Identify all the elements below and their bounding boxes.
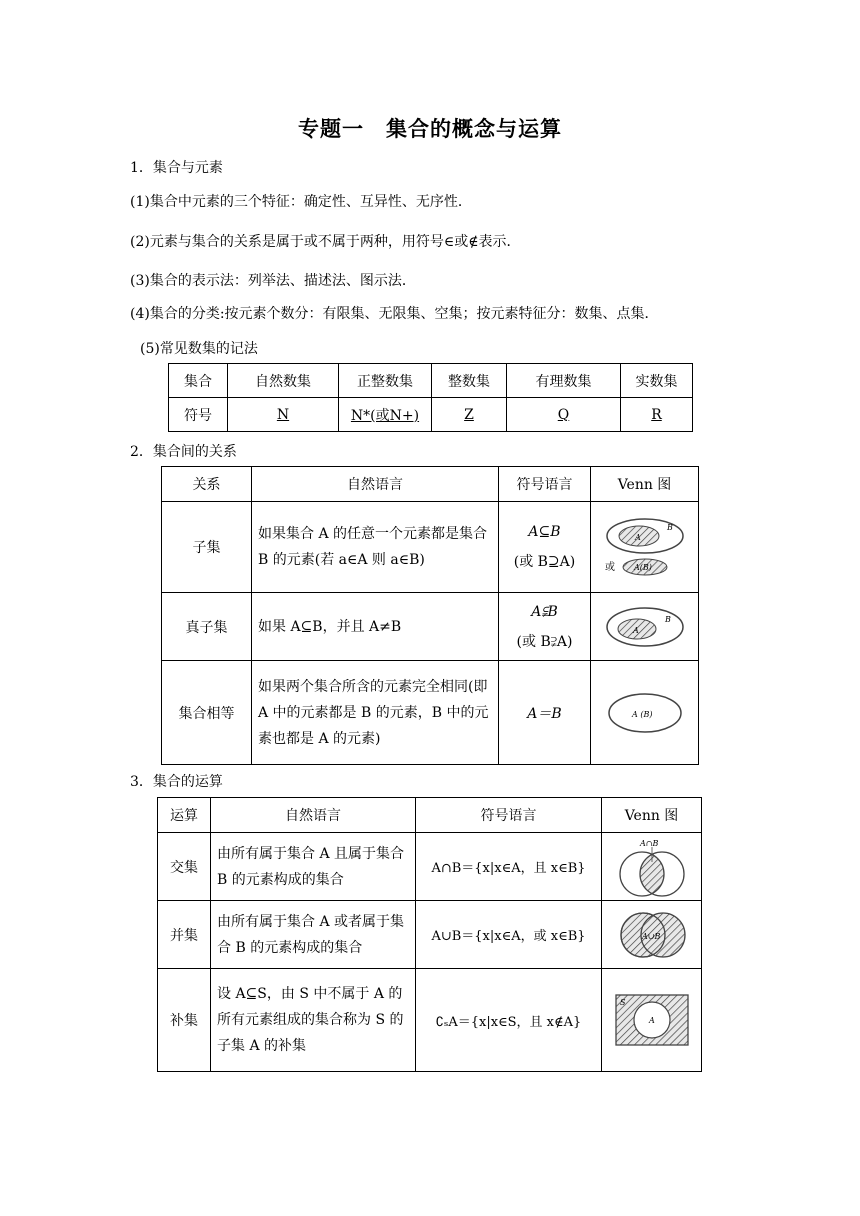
op-th-venn: Venn 图 — [602, 798, 702, 833]
venn-label-ab: A (B) — [631, 709, 652, 719]
rel-symbol-main: A⫋B — [531, 603, 558, 620]
rel-symbol — [499, 593, 591, 661]
op-name: 补集 — [158, 969, 211, 1072]
rel-symbol-main: A⊆B — [528, 524, 561, 540]
venn-label-or: 或 — [604, 562, 615, 573]
rel-name: 子集 — [162, 502, 252, 593]
item-4: (4)集合的分类:按元素个数分：有限集、无限集、空集；按元素特征分：数集、点集． — [130, 306, 659, 322]
venn-proper-subset — [603, 605, 687, 649]
venn-intersection — [610, 836, 694, 898]
rel-name: 集合相等 — [162, 661, 252, 765]
rel-symbol — [499, 661, 591, 765]
op-venn — [602, 901, 702, 969]
op-symbol: A∩B＝{x|x∈A，且 x∈B} — [416, 833, 602, 901]
th-rational: 有理数集 — [507, 364, 621, 398]
op-venn — [602, 833, 702, 901]
rel-th-venn: Venn 图 — [591, 467, 699, 502]
venn-label-b: B — [664, 614, 671, 624]
venn-complement — [610, 991, 694, 1049]
th-set: 集合 — [169, 364, 228, 398]
item-5: (5)常见数集的记法 — [140, 341, 258, 357]
td-symbol: 符号 — [169, 398, 228, 432]
relations-table — [161, 466, 699, 765]
venn-union — [610, 909, 694, 961]
op-th-operation: 运算 — [158, 798, 211, 833]
op-natural: 设 A⊆S，由 S 中不属于 A 的所有元素组成的集合称为 S 的子集 A 的补集 — [211, 969, 416, 1072]
venn-label-cap: A∩B — [639, 838, 658, 848]
operations-table — [157, 797, 702, 1072]
venn-label-a: A — [632, 625, 639, 635]
op-venn — [602, 969, 702, 1072]
op-name: 交集 — [158, 833, 211, 901]
rel-row-subset — [162, 502, 699, 593]
rel-venn — [591, 593, 699, 661]
rel-natural: 如果两个集合所含的元素完全相同(即 A 中的元素都是 B 的元素，B 中的元素也都是 A 的元素) — [252, 661, 499, 765]
td-nstar: N*(或N+) — [339, 398, 432, 432]
rel-row-proper-subset — [162, 593, 699, 661]
op-natural: 由所有属于集合 A 且属于集合 B 的元素构成的集合 — [211, 833, 416, 901]
op-symbol: A∪B＝{x|x∈A，或 x∈B} — [416, 901, 602, 969]
rel-th-natural: 自然语言 — [252, 467, 499, 502]
op-row-intersection — [158, 833, 702, 901]
th-natural: 自然数集 — [228, 364, 339, 398]
rel-symbol-alt: (或 B⫌A) — [516, 633, 573, 650]
op-natural: 由所有属于集合 A 或者属于集合 B 的元素构成的集合 — [211, 901, 416, 969]
rel-row-equal — [162, 661, 699, 765]
op-th-natural: 自然语言 — [211, 798, 416, 833]
op-symbol: ∁ₛA＝{x|x∈S，且 x∉A} — [416, 969, 602, 1072]
rel-natural: 如果集合 A 的任意一个元素都是集合 B 的元素(若 a∈A 则 a∈B) — [252, 502, 499, 593]
td-q: Q — [507, 398, 621, 432]
rel-venn — [591, 661, 699, 765]
venn-label-b: B — [666, 523, 673, 532]
th-int: 整数集 — [432, 364, 507, 398]
venn-equal — [603, 690, 687, 736]
venn-label-a: A — [634, 533, 641, 542]
rel-natural: 如果 A⊆B，并且 A≠B — [252, 593, 499, 661]
item-1: (1)集合中元素的三个特征：确定性、互异性、无序性． — [130, 194, 472, 210]
venn-label-a: A — [648, 1016, 655, 1025]
th-real: 实数集 — [621, 364, 693, 398]
rel-symbol-main: A＝B — [527, 705, 562, 722]
number-sets-table — [168, 363, 693, 432]
section1-heading: 1．集合与元素 — [130, 160, 223, 176]
rel-th-relation: 关系 — [162, 467, 252, 502]
rel-symbol-alt: (或 B⊇A) — [513, 554, 576, 570]
rel-venn — [591, 502, 699, 593]
op-row-complement — [158, 969, 702, 1072]
rel-symbol — [499, 502, 591, 593]
rel-th-symbol: 符号语言 — [499, 467, 591, 502]
td-z: Z — [432, 398, 507, 432]
op-row-union — [158, 901, 702, 969]
op-name: 并集 — [158, 901, 211, 969]
section3-heading: 3．集合的运算 — [130, 774, 223, 790]
td-n: N — [228, 398, 339, 432]
venn-subset — [603, 516, 687, 578]
venn-label-s: S — [619, 998, 625, 1007]
rel-name: 真子集 — [162, 593, 252, 661]
section2-heading: 2．集合间的关系 — [130, 444, 237, 460]
venn-label-ab: A(B) — [633, 563, 652, 572]
item-2: (2)元素与集合的关系是属于或不属于两种，用符号∈或∉表示． — [130, 234, 521, 250]
item-3: (3)集合的表示法：列举法、描述法、图示法． — [130, 273, 416, 289]
td-r: R — [621, 398, 693, 432]
page-title: 专题一 集合的概念与运算 — [298, 117, 562, 141]
op-th-symbol: 符号语言 — [416, 798, 602, 833]
th-positive-int: 正整数集 — [339, 364, 432, 398]
venn-label-cup: A∪B — [641, 931, 660, 941]
